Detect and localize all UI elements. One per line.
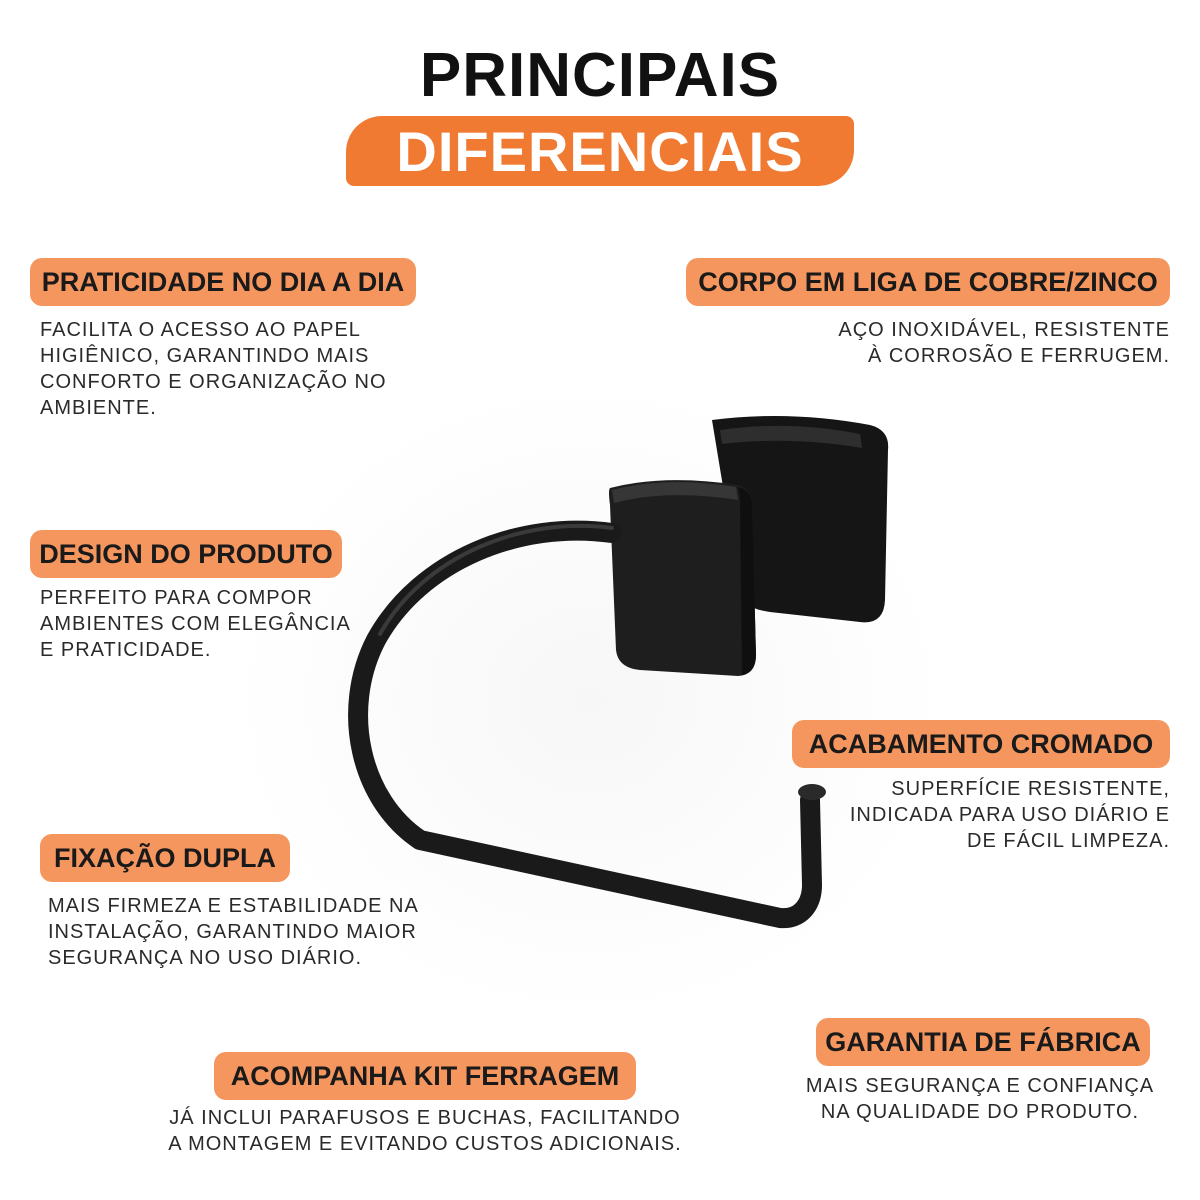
mount-block bbox=[609, 480, 756, 676]
feature-text-design: PERFEITO PARA COMPOR AMBIENTES COM ELEGÂNCIA E PRATICIDADE. bbox=[40, 587, 351, 661]
feature-badge-kit: ACOMPANHA KIT FERRAGEM bbox=[214, 1052, 636, 1100]
feature-text-fixacao: MAIS FIRMEZA E ESTABILIDADE NA INSTALAÇÃO, GARANTINDO MAIOR SEGURANÇA NO USO DIÁRIO. bbox=[48, 895, 419, 969]
feature-badge-acabamento: ACABAMENTO CROMADO bbox=[792, 720, 1170, 768]
feature-text-praticidade: FACILITA O ACESSO AO PAPEL HIGIÊNICO, GARANTINDO MAIS CONFORTO E ORGANIZAÇÃO NO AMBIENTE. bbox=[40, 319, 387, 419]
feature-badge-corpo: CORPO EM LIGA DE COBRE/ZINCO bbox=[686, 258, 1170, 306]
feature-badge-garantia: GARANTIA DE FÁBRICA bbox=[816, 1018, 1150, 1066]
feature-text-corpo: AÇO INOXIDÁVEL, RESISTENTE À CORROSÃO E FERRUGEM. bbox=[838, 319, 1170, 367]
feature-badge-fixacao: FIXAÇÃO DUPLA bbox=[40, 834, 290, 882]
page-title: PRINCIPAIS bbox=[419, 41, 781, 110]
feature-text-kit: JÁ INCLUI PARAFUSOS E BUCHAS, FACILITANDO A MONTAGEM E EVITANDO CUSTOS ADICIONAIS. bbox=[168, 1107, 682, 1155]
feature-text-garantia: MAIS SEGURANÇA E CONFIANÇA NA QUALIDADE DO PRODUTO. bbox=[805, 1075, 1155, 1123]
feature-text-acabamento: SUPERFÍCIE RESISTENTE, INDICADA PARA USO DIÁRIO E DE FÁCIL LIMPEZA. bbox=[849, 778, 1170, 852]
subtitle-banner bbox=[346, 116, 854, 186]
feature-badge-praticidade: PRATICIDADE NO DIA A DIA bbox=[30, 258, 416, 306]
page-subtitle: DIFERENCIAIS bbox=[396, 119, 804, 183]
feature-badge-design: DESIGN DO PRODUTO bbox=[30, 530, 342, 578]
